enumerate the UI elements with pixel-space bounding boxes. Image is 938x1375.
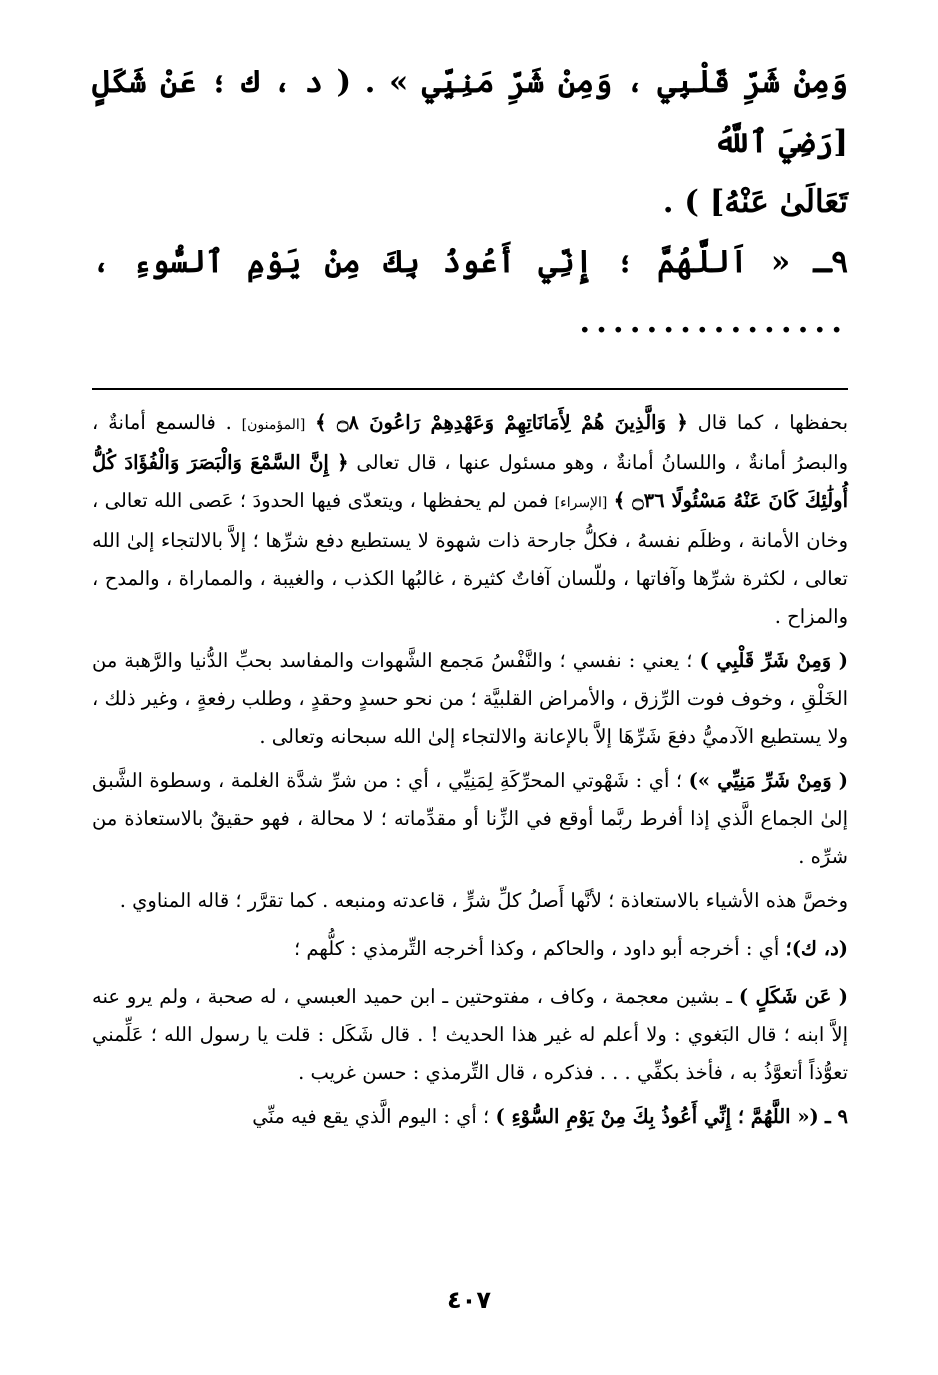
hadith-number: ٩ ـ (825, 1105, 848, 1128)
commentary-text: ـ بشين معجمة ، وكاف ، مفتوحتين ـ ابن حميد العبسي ، له صحبة ، ولم يرو عنه إلاَّ ابنه ؛ قال البَغوي : ولا أعلم له غير هذا الحديث ! . قال شَكَل : قلت يا رسول الله ؛ عَلِّمني تعوُّذاً أتعوَّذُ به ، فأخذ بكفِّي . . . فذكره ، قال التِّرمذي : حسن غريب . (92, 985, 848, 1084)
commentary-text: أي : أخرجه أبو داود ، والحاكم ، وكذا أخرجه التِّرمذي : كلُّهم ؛ (293, 937, 780, 960)
hadith-line-2: تَعَالَىٰ عَنْهُ] ) . (662, 184, 848, 220)
hadith-9-text: ٩ـ « اَللَّهُمَّ ؛ إِنِّي أَعُوذُ بِكَ مِنْ يَوْمِ ٱلسُّوءِ ، (92, 244, 848, 280)
commentary-paragraph-7 (92, 1098, 848, 1136)
hadith-text (92, 52, 848, 352)
quoted-phrase: ( عَن شَكَلٍ ) (738, 985, 849, 1008)
commentary-paragraph-2 (92, 642, 848, 756)
book-page (92, 52, 848, 1352)
quoted-phrase: (« اللَّهُمَّ ؛ إِنِّي أَعُوذُ بِكَ مِنْ يَوْمِ السُّوْءِ ) (495, 1105, 819, 1128)
quoted-phrase: ( وَمِنْ شَرِّ قَلْبِي ) (699, 649, 849, 672)
surah-reference: [المؤمنون] (241, 417, 306, 433)
commentary-text: وخصَّ هذه الأشياء بالاستعاذة ؛ لأنَّها أَصلُ كلِّ شرٍّ ، قاعدته ومنبعه . كما تقرَّر ؛ قاله المناوي . (119, 889, 848, 912)
commentary-text: ؛ يعني : نفسي ؛ والنَّفْسُ مَجمع الشَّهوات والمفاسد بحبِّ الدُّنيا والرَّهبة من الخَلْقِ ، وخوف فوت الرِّزق ، والأمراض القلبيَّة ؛ من نحو حسدٍ وحقدٍ ، وطلب رفعةٍ ، وغير ذلك ، ولا يستطيع الآدميُّ دفعَ شَرِّهَا إلاَّ بالإعانة والالتجاء إلىٰ الله سبحانه وتعالى . (92, 649, 848, 748)
quran-verse: ﴿ إِنَّ السَّمْعَ وَالْبَصَرَ وَالْفُؤَادَ كُلُّ أُولَٰئِكَ كَانَ عَنْهُ مَسْئُولًا ۝٣٦ ﴾ (92, 451, 848, 512)
commentary-text: . فالسمع أمانةٌ ، والبصرُ أمانةٌ ، واللسانُ أمانةٌ ، وهو مسئول عنها ، قال تعالى (92, 411, 848, 474)
commentary-text: فمن لم يحفظها ، ويتعدّى فيها الحدودَ ؛ عَصى الله تعالى ، وخان الأمانة ، وظلَم نفسهُ ، فكلُّ جارحة ذات شهوة لا يستطيع دفع شرِّها ؛ إلاَّ بالالتجاء إلىٰ الله تعالى ، لكثرة شرِّها وآفاتها ، وللّسان آفاتٌ كثيرة ، غالبُها الكذب ، والغيبة ، والمماراة ، والمدح ، والمزاح . (92, 489, 848, 628)
ellipsis-dots: ................ (579, 304, 848, 340)
commentary-paragraph-1 (92, 404, 848, 636)
commentary-text: بحفظها ، كما قال (687, 411, 849, 434)
footnote-divider (92, 388, 848, 390)
quoted-phrase: ( وَمِنْ شَرِّ مَنِيِّي ») (688, 769, 849, 792)
hadith-line-3 (92, 232, 848, 352)
page-number: ٤٠٧ (447, 1286, 491, 1314)
hadith-line-1: وَمِنْ شَرِّ قَلْبِي ، وَمِنْ شَرِّ مَنِيِّي » . ( د ، ك ؛ عَنْ شَكَلٍ [رَضِيَ ٱللَّهُ (92, 64, 848, 160)
commentary-text: ؛ أي : شَهْوتي المحرِّكَةِ لِمَنِيِّي ، أي : من شرِّ شدَّة الغلمة ، وسطوة الشَّبق إلىٰ الجماع الَّذي إذا أفرط ربَّما أوقع في الزِّنا أو مقدِّماته ؛ لا محالة ، فهو حقيقٌ بالاستعاذة من شرِّه . (92, 769, 848, 868)
quoted-phrase: (د، ك)؛ (785, 937, 848, 960)
commentary-paragraph-5 (92, 930, 848, 968)
commentary-text: ؛ أي : اليوم الَّذي يقع فيه منِّي (252, 1105, 490, 1128)
commentary-paragraph-3 (92, 762, 848, 876)
quran-verse: ﴿ وَالَّذِينَ هُمْ لِأَمَانَاتِهِمْ وَعَهْدِهِمْ رَاعُونَ ۝٨ ﴾ (315, 411, 688, 434)
commentary-paragraph-4 (92, 882, 848, 920)
surah-reference: [الإسراء] (554, 495, 608, 511)
commentary-paragraph-6 (92, 978, 848, 1092)
commentary (92, 404, 848, 1136)
